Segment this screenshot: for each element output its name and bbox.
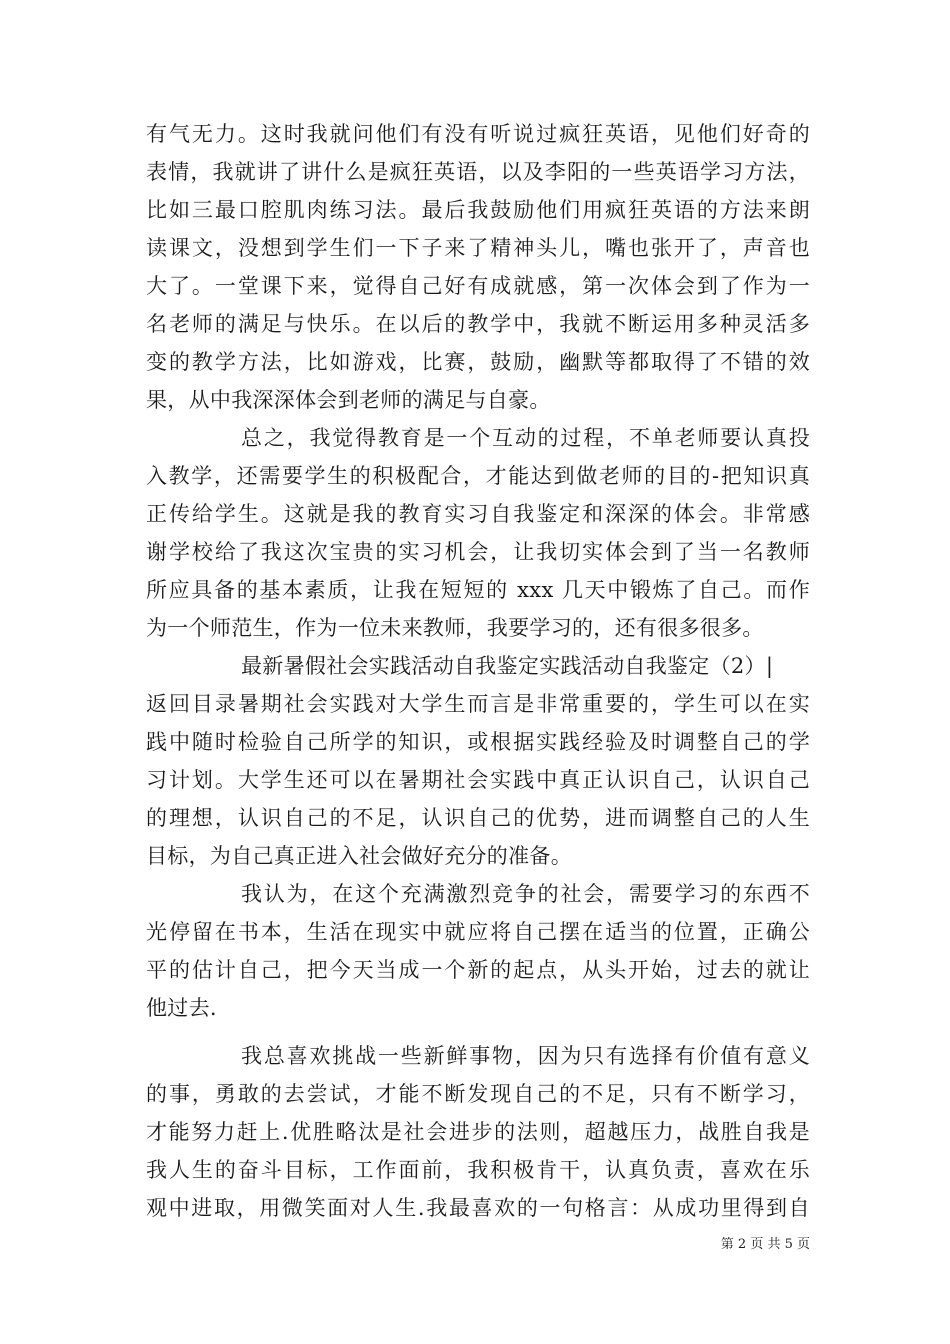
text-line: 谢学校给了我这次宝贵的实习机会，让我切实体会到了当一名教师 xyxy=(146,540,810,564)
body-text xyxy=(146,115,810,1227)
text-line: 返回目录暑期社会实践对大学生而言是非常重要的，学生可以在实 xyxy=(146,692,810,716)
paragraph-1 xyxy=(146,115,810,419)
text-line: 最新暑假社会实践活动自我鉴定实践活动自我鉴定（2）| xyxy=(241,654,774,678)
paragraph-5 xyxy=(146,1037,810,1227)
text-line: 正传给学生。这就是我的教育实习自我鉴定和深深的体会。非常感 xyxy=(146,502,810,526)
paragraph-3 xyxy=(146,647,810,875)
text-line: 他过去. xyxy=(146,996,217,1020)
text-line: 的理想，认识自己的不足，认识自己的优势，进而调整自己的人生 xyxy=(146,806,810,830)
page-number-footer: 第 2 页 共 5 页 xyxy=(720,1237,810,1252)
text-line: 才能努力赶上.优胜略汰是社会进步的法则，超越压力，战胜自我是 xyxy=(146,1120,810,1144)
text-line: 有气无力。这时我就问他们有没有听说过疯狂英语，见他们好奇的 xyxy=(146,122,810,146)
text-line: 大了。一堂课下来，觉得自己好有成就感，第一次体会到了作为一 xyxy=(146,274,810,298)
text-line: 果，从中我深深体会到老师的满足与自豪。 xyxy=(146,388,551,412)
text-line: 入教学，还需要学生的积极配合，才能达到做老师的目的-把知识真 xyxy=(146,464,810,488)
text-line: 表情，我就讲了讲什么是疯狂英语，以及李阳的一些英语学习方法， xyxy=(146,160,810,184)
text-line: 观中进取，用微笑面对人生.我最喜欢的一句格言：从成功里得到自 xyxy=(146,1196,810,1220)
text-line: 目标，为自己真正进入社会做好充分的准备。 xyxy=(146,844,572,868)
paragraph-gap xyxy=(146,1027,810,1037)
paragraph-4 xyxy=(146,875,810,1027)
text-line: 平的估计自己，把今天当成一个新的起点，从头开始，过去的就让 xyxy=(146,958,810,982)
text-line: 所应具备的基本素质，让我在短短的 xxx 几天中锻炼了自己。而作 xyxy=(146,578,810,602)
text-line: 我总喜欢挑战一些新鲜事物，因为只有选择有价值有意义 xyxy=(241,1044,810,1068)
text-line: 践中随时检验自己所学的知识，或根据实践经验及时调整自己的学 xyxy=(146,730,810,754)
text-line: 习计划。大学生还可以在暑期社会实践中真正认识自己，认识自己 xyxy=(146,768,810,792)
text-line: 变的教学方法，比如游戏，比赛，鼓励，幽默等都取得了不错的效 xyxy=(146,350,810,374)
text-line: 我认为，在这个充满激烈竞争的社会，需要学习的东西不 xyxy=(241,882,810,906)
text-line: 光停留在书本，生活在现实中就应将自己摆在适当的位置，正确公 xyxy=(146,920,810,944)
text-line: 读课文，没想到学生们一下子来了精神头儿，嘴也张开了，声音也 xyxy=(146,236,810,260)
text-line: 名老师的满足与快乐。在以后的教学中，我就不断运用多种灵活多 xyxy=(146,312,810,336)
text-line: 比如三最口腔肌肉练习法。最后我鼓励他们用疯狂英语的方法来朗 xyxy=(146,198,810,222)
text-line: 的事，勇敢的去尝试，才能不断发现自己的不足，只有不断学习， xyxy=(146,1082,810,1106)
text-line: 总之，我觉得教育是一个互动的过程，不单老师要认真投 xyxy=(241,426,810,450)
text-line: 为一个师范生，作为一位未来教师，我要学习的，还有很多很多。 xyxy=(146,616,764,640)
paragraph-2 xyxy=(146,419,810,647)
text-line: 我人生的奋斗目标，工作面前，我积极肯干，认真负责，喜欢在乐 xyxy=(146,1158,810,1182)
